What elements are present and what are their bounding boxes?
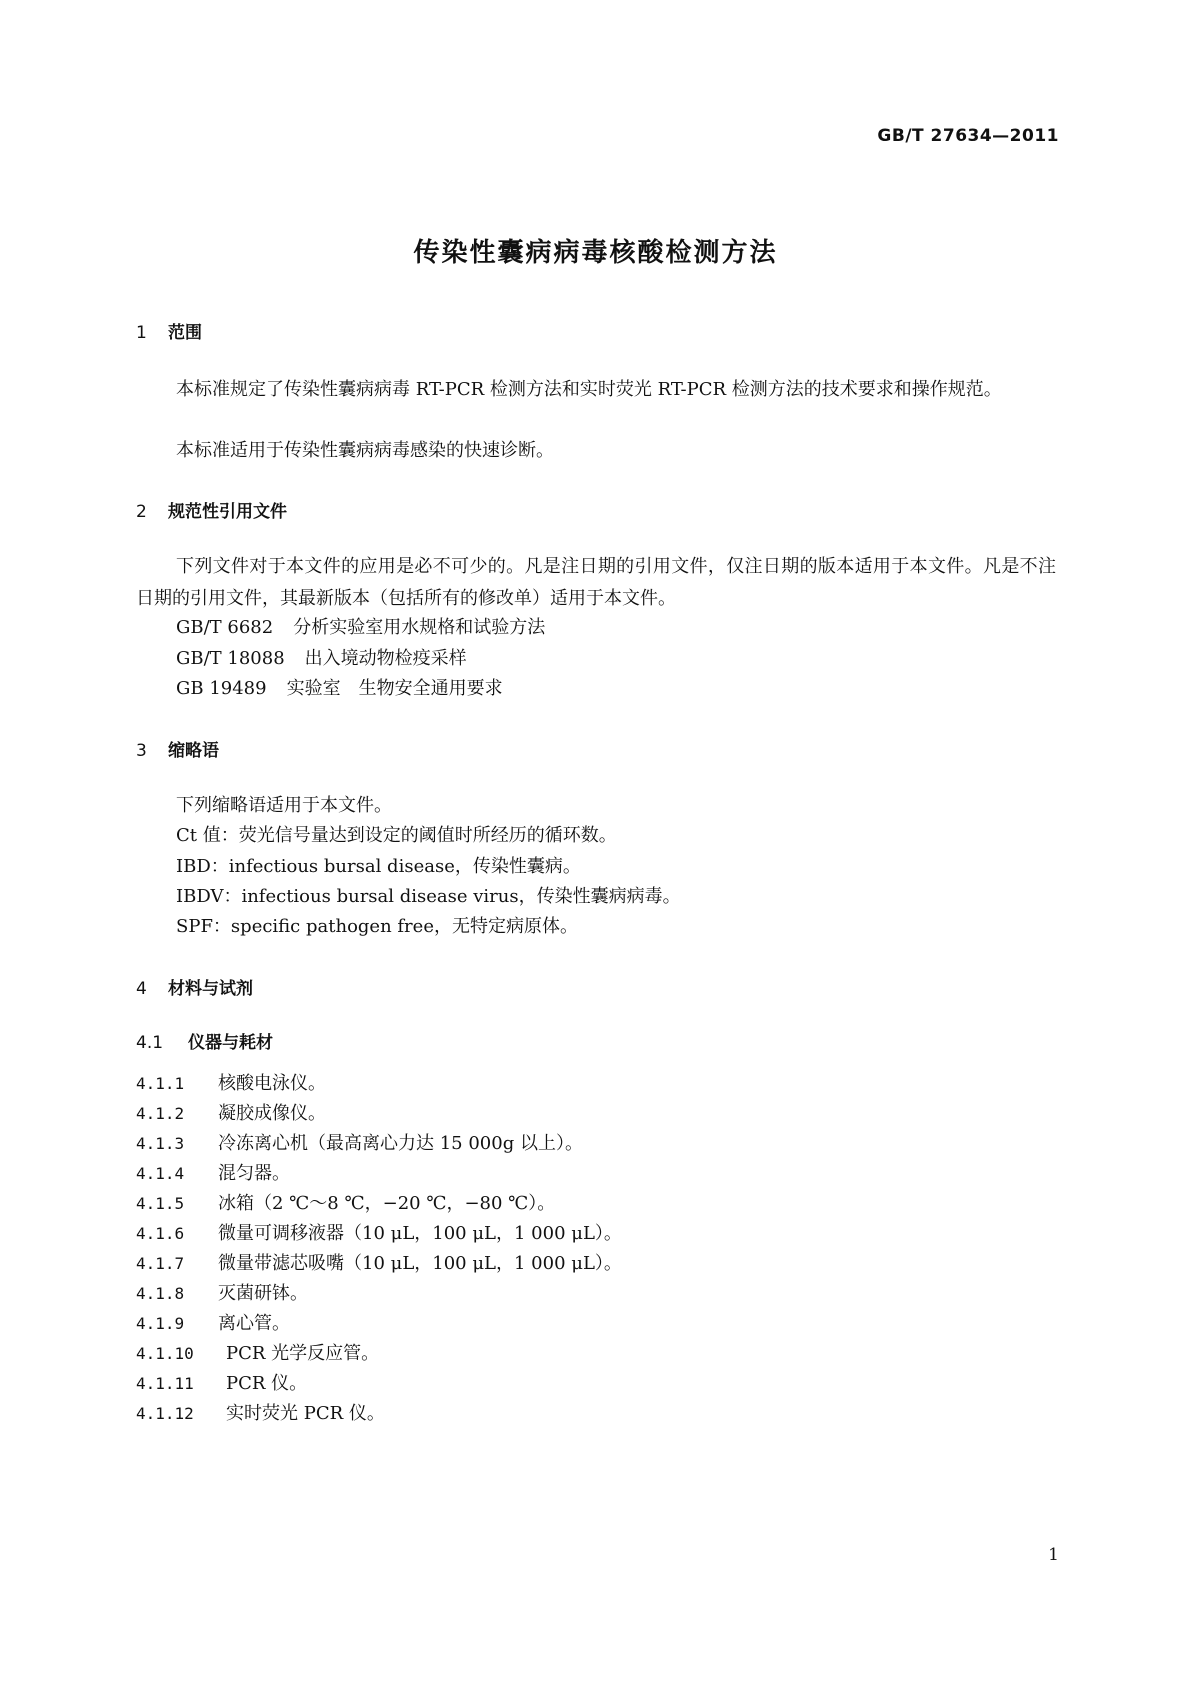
section-heading-normative-references [136, 497, 287, 522]
list-item [136, 1068, 326, 1100]
section-heading-scope [136, 318, 202, 343]
subsection-number: 4.1 [136, 1033, 164, 1053]
item-text: 混匀器。 [218, 1163, 290, 1184]
paragraph: 本标准规定了传染性囊病病毒 RT-PCR 检测方法和实时荧光 RT-PCR 检测方法的技术要求和操作规范。 [176, 379, 1002, 400]
list-item [136, 1278, 308, 1310]
reference-name: 实验室 生物安全通用要求 [286, 678, 503, 699]
document-title: 传染性囊病病毒核酸检测方法 [413, 238, 778, 268]
reference-code: GB/T 6682 [176, 617, 274, 638]
list-item [136, 1188, 555, 1220]
section-number: 2 [136, 502, 147, 522]
subsection-heading-instruments [136, 1028, 273, 1053]
item-number: 4.1.12 [136, 1404, 194, 1423]
list-item [136, 1128, 583, 1160]
abbreviation-line: IBD：infectious bursal disease，传染性囊病。 [176, 856, 581, 877]
list-item [136, 1158, 290, 1190]
item-text: 微量可调移液器（10 μL，100 μL，1 000 μL）。 [218, 1223, 622, 1244]
item-number: 4.1.9 [136, 1314, 185, 1333]
item-number: 4.1.4 [136, 1164, 185, 1183]
section-title: 缩略语 [168, 741, 219, 761]
list-item [136, 1398, 385, 1430]
item-text: 实时荧光 PCR 仪。 [226, 1403, 385, 1424]
reference-name: 出入境动物检疫采样 [304, 648, 467, 669]
section-number: 3 [136, 741, 147, 761]
item-text: 离心管。 [218, 1313, 290, 1334]
item-text: 凝胶成像仪。 [218, 1103, 326, 1124]
reference-code: GB 19489 [176, 678, 267, 699]
item-number: 4.1.5 [136, 1194, 185, 1213]
item-text: PCR 仪。 [226, 1373, 308, 1394]
reference-entry [176, 612, 545, 644]
reference-name: 分析实验室用水规格和试验方法 [293, 617, 546, 638]
item-number: 4.1.7 [136, 1254, 185, 1273]
item-text: 冰箱（2 ℃～8 ℃，−20 ℃，−80 ℃）。 [218, 1193, 556, 1214]
reference-entry [176, 673, 503, 705]
standard-code: GB/T 27634—2011 [877, 126, 1059, 146]
section-title: 材料与试剂 [168, 979, 253, 999]
item-number: 4.1.11 [136, 1374, 194, 1393]
item-text: 冷冻离心机（最高离心力达 15 000g 以上）。 [218, 1133, 583, 1154]
page-number: 1 [1048, 1545, 1059, 1565]
section-number: 1 [136, 323, 147, 343]
reference-code: GB/T 18088 [176, 648, 285, 669]
abbreviation-line: Ct 值：荧光信号量达到设定的阈值时所经历的循环数。 [176, 825, 617, 846]
list-item [136, 1248, 622, 1280]
item-number: 4.1.1 [136, 1074, 185, 1093]
list-item [136, 1098, 326, 1130]
abbreviation-line: 下列缩略语适用于本文件。 [176, 795, 392, 816]
item-number: 4.1.3 [136, 1134, 185, 1153]
item-text: 微量带滤芯吸嘴（10 μL，100 μL，1 000 μL）。 [218, 1253, 622, 1274]
item-text: PCR 光学反应管。 [226, 1343, 380, 1364]
item-number: 4.1.10 [136, 1344, 194, 1363]
abbreviation-line: SPF：specific pathogen free，无特定病原体。 [176, 916, 578, 937]
item-number: 4.1.6 [136, 1224, 185, 1243]
item-text: 核酸电泳仪。 [218, 1073, 326, 1094]
reference-entry [176, 643, 467, 675]
subsection-title: 仪器与耗材 [188, 1033, 273, 1053]
section-number: 4 [136, 979, 147, 999]
section-heading-abbreviations [136, 736, 219, 761]
list-item [136, 1308, 290, 1340]
item-number: 4.1.8 [136, 1284, 185, 1303]
item-text: 灭菌研钵。 [218, 1283, 308, 1304]
item-number: 4.1.2 [136, 1104, 185, 1123]
section-heading-materials [136, 974, 253, 999]
section-title: 范围 [168, 323, 202, 343]
abbreviation-line: IBDV：infectious bursal disease virus，传染性囊病病毒。 [176, 886, 681, 907]
list-item [136, 1218, 622, 1250]
list-item [136, 1368, 307, 1400]
paragraph: 本标准适用于传染性囊病病毒感染的快速诊断。 [176, 440, 554, 461]
paragraph: 下列文件对于本文件的应用是必不可少的。凡是注日期的引用文件，仅注日期的版本适用于本文件。凡是不注日期的引用文件，其最新版本（包括所有的修改单）适用于本文件。 [136, 556, 1056, 609]
section-title: 规范性引用文件 [168, 502, 287, 522]
list-item [136, 1338, 379, 1370]
